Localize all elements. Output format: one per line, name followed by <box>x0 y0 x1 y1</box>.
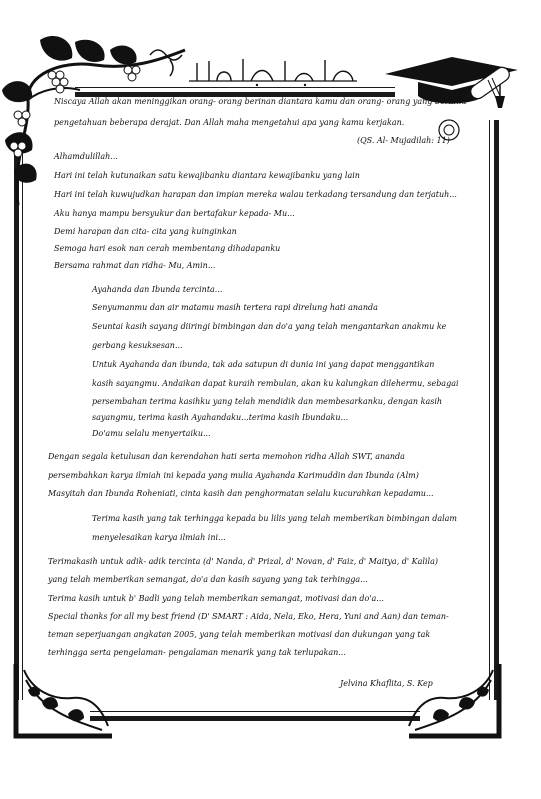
dedication-line: persembahkan karya ilmiah ini kepada yang mulia Ayahanda Karimuddin dan Ibunda (Alm) <box>48 471 419 480</box>
supervisor-line: menyelesaikan karya ilmiah ini... <box>92 533 226 542</box>
bismillah-calligraphy <box>187 55 362 87</box>
thanks-line: Special thanks for all my best friend (D' SMART : Aida, Nela, Eko, Hera, Yuni and Aan) dan teman- <box>48 612 449 621</box>
parents-line: Seuntai kasih sayang diiringi bimbingan dan do'a yang telah mengantarkan anakmu ke <box>92 322 447 331</box>
parents-line: persembahan terima kasihku yang telah mendidik dan membesarkanku, dengan kasih <box>92 397 443 406</box>
left-border <box>14 140 19 700</box>
parents-line: kasih sayangmu. Andaikan dapat kuraih rembulan, akan ku kalungkan dilehermu, sebagai <box>92 379 459 388</box>
parents-line: Senyumanmu dan air matamu masih tertera rapi direlung hati ananda <box>92 303 378 312</box>
poem-line: Hari ini telah kutunaikan satu kewajibanku diantara kewajibanku yang lain <box>54 171 360 180</box>
left-border-inner <box>22 140 23 700</box>
thanks-line: terhingga serta pengelaman- pengalaman menarik yang tak terlupakan... <box>48 648 346 657</box>
supervisor-line: Terima kasih yang tak terhingga kepada bu lilis yang telah memberikan bimbingan dalam <box>92 514 458 523</box>
right-border <box>494 120 499 700</box>
poem-line: Bersama rahmat dan ridha- Mu, Amin... <box>54 261 216 270</box>
thanks-line: Terimakasih untuk adik- adik tercinta (d' Nanda, d' Prizal, d' Novan, d' Faiz, d' Maitya, d' Kalila) <box>48 557 438 566</box>
dedication-line: Dengan segala ketulusan dan kerendahan hati serta memohon ridha Allah SWT, ananda <box>48 452 405 461</box>
arabesque-corner-ornament-right <box>405 660 505 740</box>
verse-line-1: Niscaya Allah akan meninggikan orang- orang berinan diantara kamu dan orang- orang yang berilmu <box>54 97 467 106</box>
verse-reference: (QS. Al- Mujadilah: 11) <box>357 136 450 145</box>
verse-line-2: pengetahuan beberapa derajat. Dan Allah maha mengetahui apa yang kamu kerjakan. <box>54 118 405 127</box>
parents-line: gerbang kesuksesan... <box>92 341 183 350</box>
thanks-line: teman seperjuangan angkatan 2005, yang telah memberikan motivasi dan dukungan yang tak <box>48 630 431 639</box>
poem-line: Semoga hari esok nan cerah membentang dihadapanku <box>54 244 281 253</box>
bottom-border-inner <box>90 711 420 712</box>
right-border-inner <box>489 120 490 700</box>
parents-line: Ayahanda dan Ibunda tercinta... <box>92 285 223 294</box>
thanks-line: yang telah memberikan semangat, do'a dan kasih sayang yang tak terhingga... <box>48 575 368 584</box>
parents-line: Untuk Ayahanda dan ibunda, tak ada satupun di dunia ini yang dapat menggantikan <box>92 360 435 369</box>
poem-line: Alhamdulillah... <box>54 152 118 161</box>
signature: Jelvina Khaflita, S. Kep <box>340 679 433 688</box>
thanks-line: Terima kasih untuk b' Badli yang telah memberikan semangat, motivasi dan do'a... <box>48 594 384 603</box>
dedication-line: Masyitah dan Ibunda Roheniati, cinta kasih dan penghormatan selalu kucurahkan kepadamu... <box>48 489 434 498</box>
parents-line: Do'amu selalu menyertaiku... <box>92 429 211 438</box>
poem-line: Demi harapan dan cita- cita yang kuinginkan <box>54 227 237 236</box>
parents-line: sayangmu, terima kasih Ayahandaku...terima kasih Ibundaku... <box>92 413 349 422</box>
poem-line: Hari ini telah kuwujudkan harapan dan impian mereka walau terkadang tersandung dan terjatuh... <box>54 190 457 199</box>
arabesque-corner-ornament-left <box>12 660 117 740</box>
poem-line: Aku hanya mampu bersyukur dan bertafakur kepada- Mu... <box>54 209 295 218</box>
bottom-border <box>90 716 420 721</box>
